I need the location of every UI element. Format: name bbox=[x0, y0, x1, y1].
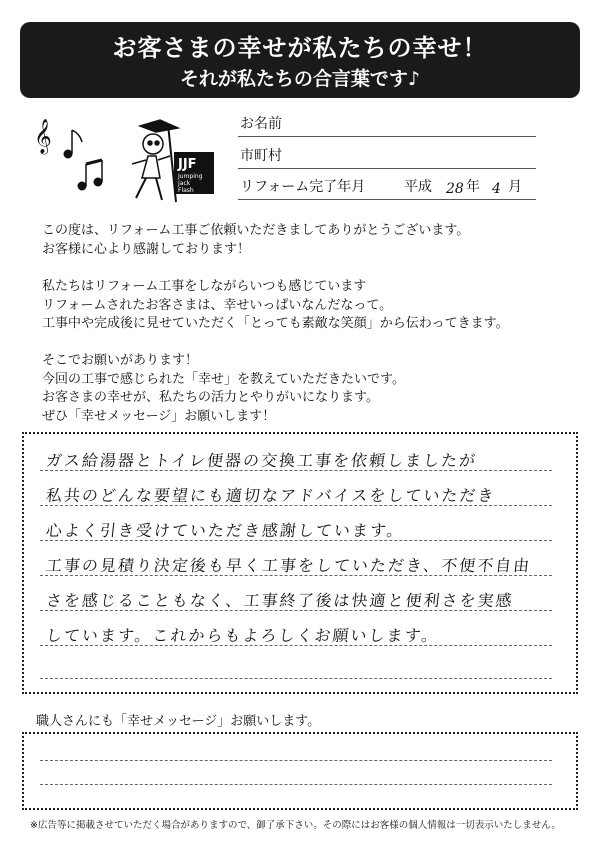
craftsman-lines bbox=[40, 738, 552, 804]
logo-brand: JJF bbox=[178, 157, 197, 172]
intro-line: お客さまの幸せが、私たちの活力とやりがいになります。 bbox=[42, 390, 379, 405]
intro-paragraph-2 bbox=[42, 278, 572, 334]
message-line: 心よく引き受けていただき感謝しています。 bbox=[44, 521, 406, 540]
intro-line: ぜひ「幸せメッセージ」お願いします！ bbox=[42, 408, 276, 424]
completion-label: リフォーム完了年月 bbox=[240, 179, 366, 195]
music-notes-icon bbox=[34, 119, 102, 190]
intro-line: 私たちはリフォーム工事をしながらいつも感じています bbox=[42, 279, 367, 294]
year-value: 28 bbox=[446, 181, 464, 197]
era-label: 平成 bbox=[404, 179, 432, 195]
message-line: 工事の見積り決定後も早く工事をしていただき、不便不自由 bbox=[44, 556, 533, 575]
intro-line: お客様に心より感謝しております！ bbox=[42, 241, 251, 257]
intro-line: そこでお願いがあります！ bbox=[42, 353, 199, 368]
svg-text:Jumping: Jumping bbox=[178, 173, 203, 180]
svg-text:𝄞: 𝄞 bbox=[34, 119, 52, 154]
name-field bbox=[238, 114, 536, 137]
svg-text:Jack: Jack bbox=[178, 180, 191, 187]
intro-line: この度は、リフォーム工事ご依頼いただきましてありがとうございます。 bbox=[42, 223, 470, 238]
message-line: ガス給湯器とトイレ便器の交換工事を依頼しましたが bbox=[44, 451, 479, 470]
city-field bbox=[238, 146, 536, 169]
header-banner bbox=[20, 22, 580, 98]
city-label: 市町村 bbox=[240, 148, 282, 164]
intro-line: リフォームされたお客さまは、幸せいっぱいなんだなって。 bbox=[42, 297, 393, 313]
name-label: お名前 bbox=[240, 116, 282, 132]
year-unit: 年 bbox=[466, 179, 480, 195]
character-icon bbox=[132, 120, 178, 202]
message-lines bbox=[40, 440, 552, 688]
footnote: ※広告等に掲載させていただく場合がありますので、御了承下さい。その際にはお客様の個人情報は一切表示いたしません。 bbox=[30, 820, 561, 831]
message-line: しています。これからもよろしくお願いします。 bbox=[44, 626, 441, 645]
month-unit: 月 bbox=[508, 179, 522, 195]
intro-paragraph-3 bbox=[42, 352, 572, 426]
intro-line: 工事中や完成後に見せていただく「とっても素敵な笑顔」から伝わってきます。 bbox=[42, 316, 509, 331]
banner-subtitle: それが私たちの合言葉です♪ bbox=[179, 68, 421, 90]
banner-title: お客さまの幸せが私たちの幸せ！ bbox=[112, 34, 488, 62]
craftsman-label: 職人さんにも「幸せメッセージ」お願いします。 bbox=[36, 714, 321, 729]
intro-line: 今回の工事で感じられた「幸せ」を教えていただきたいです。 bbox=[42, 371, 405, 387]
message-line: さを感じることもなく、工事終了後は快適と便利さを実感 bbox=[44, 591, 515, 610]
completion-date-field bbox=[238, 177, 536, 200]
mascot-illustration bbox=[28, 106, 218, 210]
svg-text:Flash: Flash bbox=[178, 187, 194, 194]
jjf-flag-icon bbox=[174, 152, 214, 194]
intro-paragraph-1 bbox=[42, 222, 572, 259]
message-line: 私共のどんな要望にも適切なアドバイスをしていただき bbox=[44, 486, 497, 505]
month-value: 4 bbox=[492, 181, 501, 197]
